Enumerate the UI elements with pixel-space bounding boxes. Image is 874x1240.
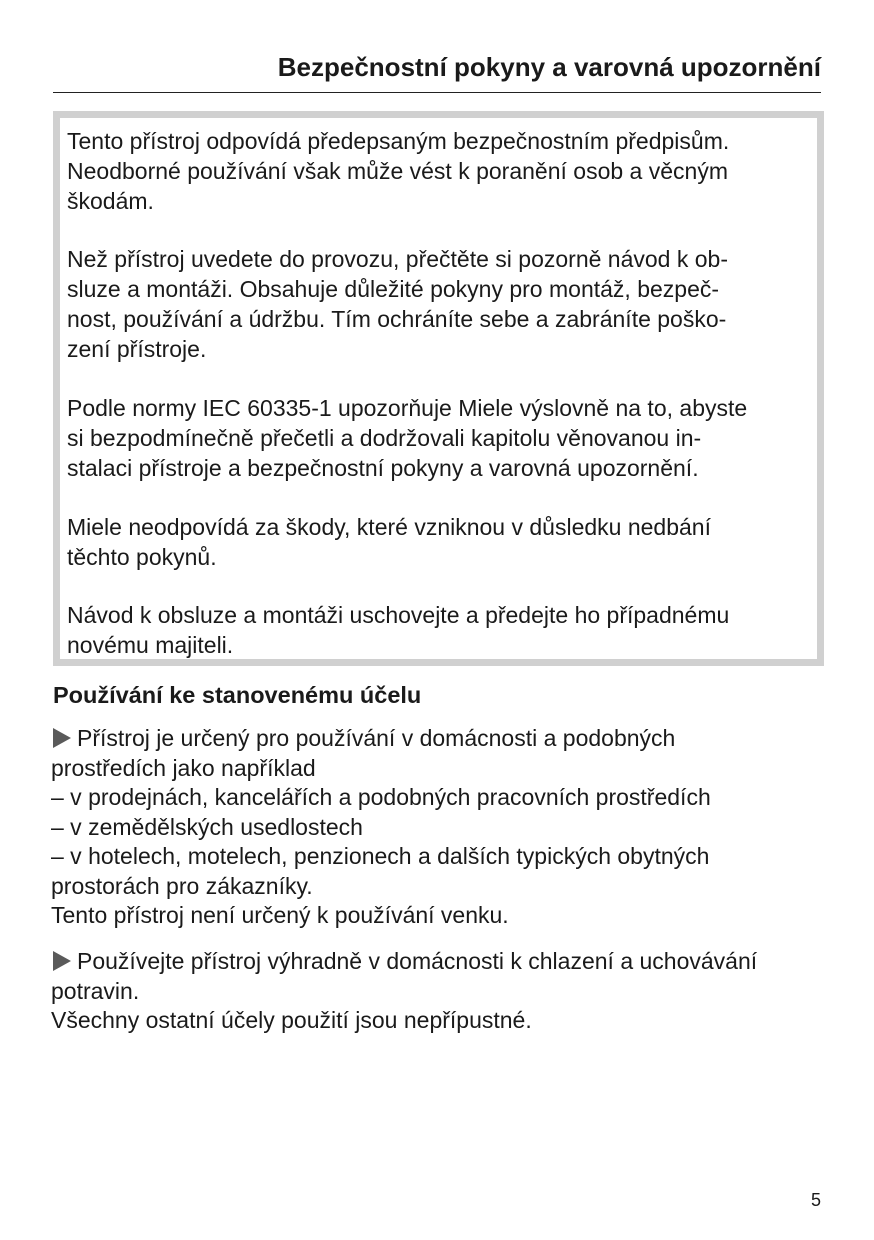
text-line: potravin. [51, 977, 140, 1004]
text-line: prostorách pro zákazníky. [51, 872, 313, 899]
text-line: zení přístroje. [67, 336, 207, 362]
notice-paragraph [67, 244, 827, 364]
text-line: Než přístroj uvedete do provozu, přečtěte si pozorně návod k ob- [67, 246, 728, 272]
text-line: Neodborné používání však může vést k poranění osob a věcným [67, 158, 728, 184]
text-line: nost, používání a údržbu. Tím ochráníte sebe a zabráníte poško- [67, 306, 727, 332]
text-line: prostředích jako například [51, 754, 316, 781]
text-line: škodám. [67, 188, 154, 214]
text-line: Tento přístroj odpovídá předepsaným bezpečnostním předpisům. [67, 128, 730, 154]
section-heading: Používání ke stanovenému účelu [53, 682, 422, 708]
text-line: si bezpodmínečně přečetli a dodržovali kapitolu věnovanou in- [67, 425, 702, 451]
notice-paragraph [67, 126, 827, 216]
page-number: 5 [810, 1190, 821, 1210]
text-line: – v prodejnách, kancelářích a podobných pracovních prostředích [51, 784, 711, 810]
triangle-bullet-icon [53, 951, 71, 971]
text-line: Přístroj je určený pro používání v domácnosti a podobných [51, 724, 711, 754]
text-line: sluze a montáži. Obsahuje důležité pokyny pro montáž, bezpeč- [67, 276, 720, 302]
usage-item [51, 724, 711, 931]
text-line: – v hotelech, motelech, penzionech a dalších typických obytných [51, 843, 710, 869]
notice-paragraph [67, 512, 827, 572]
notice-paragraph [67, 393, 827, 483]
text-line: – v zemědělských usedlostech [51, 813, 363, 840]
usage-item [51, 947, 757, 1036]
text-line: Používejte přístroj výhradně v domácnosti k chlazení a uchovávání [51, 947, 757, 977]
text-line: stalaci přístroje a bezpečnostní pokyny a varovná upozornění. [67, 455, 699, 481]
text-line: novému majiteli. [67, 632, 234, 658]
text-line: Návod k obsluze a montáži uschovejte a předejte ho případnému [67, 602, 730, 628]
text-line: Tento přístroj není určený k používání venku. [51, 902, 509, 928]
triangle-bullet-icon [53, 728, 71, 748]
text-line: Miele neodpovídá za škody, které vzniknou v důsledku nedbání [67, 514, 711, 540]
safety-notice-box [53, 111, 824, 666]
text-line: Všechny ostatní účely použití jsou nepřípustné. [51, 1007, 532, 1033]
text-line: těchto pokynů. [67, 544, 217, 570]
notice-paragraph [67, 600, 827, 660]
text-line: Podle normy IEC 60335-1 upozorňuje Miele výslovně na to, abyste [67, 395, 748, 421]
page-header [53, 52, 821, 93]
page-title: Bezpečnostní pokyny a varovná upozornění [277, 52, 821, 82]
